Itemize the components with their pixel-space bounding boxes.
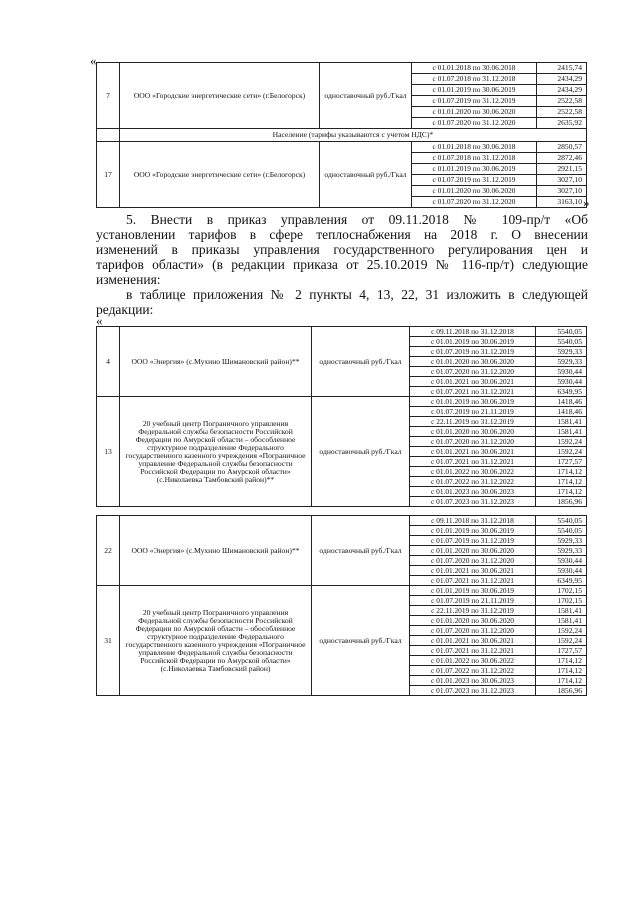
population-label: Население (тарифы указываются с учетом НДС)* bbox=[120, 129, 587, 142]
period-cell: с 01.07.2020 по 31.12.2020 bbox=[412, 118, 537, 129]
value-cell: 5929,33 bbox=[536, 546, 587, 556]
value-cell: 1727,57 bbox=[536, 457, 587, 467]
period-cell: с 01.07.2021 по 31.12.2021 bbox=[410, 576, 536, 586]
row-number: 17 bbox=[97, 142, 120, 208]
value-cell: 5930,44 bbox=[536, 556, 587, 566]
period-cell: с 01.07.2020 по 31.12.2020 bbox=[410, 367, 536, 377]
value-cell: 1714,12 bbox=[536, 666, 587, 676]
value-cell: 5929,33 bbox=[536, 536, 587, 546]
period-cell: с 01.01.2021 по 30.06.2021 bbox=[410, 447, 536, 457]
period-cell: с 01.07.2018 по 31.12.2018 bbox=[412, 153, 537, 164]
period-cell: с 09.11.2018 по 31.12.2018 bbox=[410, 516, 536, 526]
tariff-unit: одноставочный руб./Гкал bbox=[312, 327, 410, 397]
value-cell: 1592,24 bbox=[536, 626, 587, 636]
period-cell: с 01.01.2019 по 30.06.2019 bbox=[410, 586, 536, 596]
period-cell: с 01.07.2019 по 31.12.2019 bbox=[412, 175, 537, 186]
period-cell: с 01.07.2019 по 21.11.2019 bbox=[410, 596, 536, 606]
period-cell: с 01.01.2020 по 30.06.2020 bbox=[410, 546, 536, 556]
tariff-unit: одноставочный руб./Гкал bbox=[320, 63, 412, 129]
tariff-unit: одноставочный руб./Гкал bbox=[312, 397, 410, 507]
organization-name: 20 учебный центр Пограничного управления Федеральной службы безопасности Российской Федерации по Амурской области – обособленное структурное подразделение Федерального государственного казенного учреждения «Пограничное управление Федеральной службы безопасности Российской Федерации по Амурской области» (с.Николаевка Тамбовский район)** bbox=[120, 397, 312, 507]
value-cell: 1418,46 bbox=[536, 397, 587, 407]
value-cell: 6349,95 bbox=[536, 387, 587, 397]
value-cell: 1714,12 bbox=[536, 487, 587, 497]
period-cell: с 01.07.2019 по 31.12.2019 bbox=[412, 96, 537, 107]
value-cell: 5930,44 bbox=[536, 566, 587, 576]
value-cell: 1592,24 bbox=[536, 636, 587, 646]
value-cell: 5540,05 bbox=[536, 337, 587, 347]
value-cell: 2921,15 bbox=[537, 164, 587, 175]
value-cell: 5930,44 bbox=[536, 367, 587, 377]
value-cell: 1856,96 bbox=[536, 497, 587, 507]
value-cell: 1581,41 bbox=[536, 616, 587, 626]
value-cell: 2415,74 bbox=[537, 63, 587, 74]
value-cell: 1714,12 bbox=[536, 477, 587, 487]
open-quote-2: « bbox=[96, 313, 103, 328]
period-cell: с 01.01.2023 по 30.06.2023 bbox=[410, 676, 536, 686]
value-cell: 1714,12 bbox=[536, 467, 587, 477]
period-cell: с 01.07.2021 по 31.12.2021 bbox=[410, 457, 536, 467]
period-cell: с 01.01.2022 по 30.06.2022 bbox=[410, 467, 536, 477]
tariff-unit: одноставочный руб./Гкал bbox=[312, 516, 410, 586]
paragraph-line: изменений в приказы управления государственного регулирования цен и bbox=[96, 242, 588, 257]
period-cell: с 01.01.2021 по 30.06.2021 bbox=[410, 636, 536, 646]
organization-name: ООО «Энергия» (с.Мухино Шимановский район)** bbox=[120, 516, 312, 586]
table-row bbox=[97, 142, 587, 153]
organization-name: ООО «Энергия» (с.Мухино Шимановский район)** bbox=[120, 327, 312, 397]
tariff-table-1 bbox=[96, 62, 587, 208]
period-cell: с 01.01.2019 по 30.06.2019 bbox=[412, 164, 537, 175]
period-cell: с 01.07.2021 по 31.12.2021 bbox=[410, 646, 536, 656]
period-cell: с 01.07.2020 по 31.12.2020 bbox=[410, 556, 536, 566]
period-cell: с 01.07.2021 по 31.12.2021 bbox=[410, 387, 536, 397]
value-cell: 5540,05 bbox=[536, 526, 587, 536]
row-number: 22 bbox=[97, 516, 120, 586]
value-cell: 3163,10 bbox=[537, 197, 587, 208]
period-cell: с 01.07.2019 по 31.12.2019 bbox=[410, 347, 536, 357]
value-cell: 1856,96 bbox=[536, 686, 587, 696]
tariff-table-3 bbox=[96, 515, 587, 696]
value-cell: 1418,46 bbox=[536, 407, 587, 417]
table-row bbox=[97, 516, 587, 526]
period-cell: с 01.07.2022 по 31.12.2022 bbox=[410, 666, 536, 676]
value-cell: 5540,05 bbox=[536, 516, 587, 526]
value-cell: 1714,12 bbox=[536, 656, 587, 666]
table-row bbox=[97, 397, 587, 407]
paragraph-line: редакции: bbox=[96, 302, 154, 317]
period-cell: с 01.01.2019 по 30.06.2019 bbox=[412, 85, 537, 96]
period-cell: с 01.07.2019 по 31.12.2019 bbox=[410, 536, 536, 546]
period-cell: с 01.01.2023 по 30.06.2023 bbox=[410, 487, 536, 497]
open-quote-top: « bbox=[90, 53, 97, 68]
close-quote-top: » bbox=[583, 195, 590, 210]
paragraph-line: в таблице приложения № 2 пункты 4, 13, 22, 31 изложить в следующей bbox=[126, 287, 588, 302]
value-cell: 2522,58 bbox=[537, 96, 587, 107]
period-cell: с 09.11.2018 по 31.12.2018 bbox=[410, 327, 536, 337]
period-cell: с 01.01.2020 по 30.06.2020 bbox=[412, 107, 537, 118]
period-cell: с 01.01.2018 по 30.06.2018 bbox=[412, 63, 537, 74]
value-cell: 1592,24 bbox=[536, 437, 587, 447]
value-cell: 6349,95 bbox=[536, 576, 587, 586]
paragraph-line: изменения: bbox=[96, 272, 161, 287]
value-cell: 1714,12 bbox=[536, 676, 587, 686]
value-cell: 2872,46 bbox=[537, 153, 587, 164]
period-cell: с 01.01.2020 по 30.06.2020 bbox=[410, 616, 536, 626]
value-cell: 1702,15 bbox=[536, 596, 587, 606]
row-number: 31 bbox=[97, 586, 120, 696]
organization-name: 20 учебный центр Пограничного управления Федеральной службы безопасности Российской Федерации по Амурской области – обособленное структурное подразделение Федерального государственного казенного учреждения «Пограничное управление Федеральной службы безопасности Российской Федерации по Амурской области» (с.Николаевка Тамбовский район) bbox=[120, 586, 312, 696]
period-cell: с 22.11.2019 по 31.12.2019 bbox=[410, 417, 536, 427]
value-cell: 5929,33 bbox=[536, 357, 587, 367]
period-cell: с 01.07.2020 по 31.12.2020 bbox=[412, 197, 537, 208]
value-cell: 2635,92 bbox=[537, 118, 587, 129]
paragraph-line: установлении тарифов в сфере теплоснабжения на 2018 г. О внесении bbox=[96, 227, 588, 242]
period-cell: с 01.07.2023 по 31.12.2023 bbox=[410, 497, 536, 507]
period-cell: с 01.01.2020 по 30.06.2020 bbox=[412, 186, 537, 197]
amendment-paragraph bbox=[96, 212, 588, 317]
value-cell: 1702,15 bbox=[536, 586, 587, 596]
period-cell: с 01.01.2019 по 30.06.2019 bbox=[410, 526, 536, 536]
period-cell: с 01.07.2020 по 31.12.2020 bbox=[410, 437, 536, 447]
period-cell: с 01.01.2019 по 30.06.2019 bbox=[410, 397, 536, 407]
period-cell: с 01.07.2018 по 31.12.2018 bbox=[412, 74, 537, 85]
period-cell: с 01.01.2020 по 30.06.2020 bbox=[410, 357, 536, 367]
organization-name: ООО «Городские энергетические сети» (г.Белогорск) bbox=[120, 142, 320, 208]
value-cell: 1581,41 bbox=[536, 606, 587, 616]
value-cell: 3027,10 bbox=[537, 186, 587, 197]
value-cell: 1581,41 bbox=[536, 417, 587, 427]
paragraph-line: 5. Внести в приказ управления от 09.11.2018 № 109-пр/т «Об bbox=[126, 212, 588, 227]
value-cell: 1581,41 bbox=[536, 427, 587, 437]
period-cell: с 01.01.2022 по 30.06.2022 bbox=[410, 656, 536, 666]
table-row bbox=[97, 586, 587, 596]
value-cell: 5540,05 bbox=[536, 327, 587, 337]
paragraph-line: тарифов области» (в редакции приказа от 25.10.2019 № 116-пр/т) следующие bbox=[96, 257, 588, 272]
period-cell: с 01.07.2022 по 31.12.2022 bbox=[410, 477, 536, 487]
period-cell: с 01.07.2020 по 31.12.2020 bbox=[410, 626, 536, 636]
value-cell: 2434,29 bbox=[537, 74, 587, 85]
value-cell: 1727,57 bbox=[536, 646, 587, 656]
period-cell: с 01.07.2019 по 21.11.2019 bbox=[410, 407, 536, 417]
table-row bbox=[97, 327, 587, 337]
organization-name: ООО «Городские энергетические сети» (г.Белогорск) bbox=[120, 63, 320, 129]
period-cell: с 01.01.2021 по 30.06.2021 bbox=[410, 377, 536, 387]
period-cell: с 01.01.2021 по 30.06.2021 bbox=[410, 566, 536, 576]
period-cell: с 22.11.2019 по 31.12.2019 bbox=[410, 606, 536, 616]
tariff-unit: одноставочный руб./Гкал bbox=[320, 142, 412, 208]
value-cell: 5930,44 bbox=[536, 377, 587, 387]
value-cell: 1592,24 bbox=[536, 447, 587, 457]
population-row bbox=[97, 129, 587, 142]
period-cell: с 01.07.2023 по 31.12.2023 bbox=[410, 686, 536, 696]
table-row bbox=[97, 63, 587, 74]
value-cell: 3027,10 bbox=[537, 175, 587, 186]
period-cell: с 01.01.2019 по 30.06.2019 bbox=[410, 337, 536, 347]
value-cell: 2522,58 bbox=[537, 107, 587, 118]
row-number: 4 bbox=[97, 327, 120, 397]
value-cell: 2434,29 bbox=[537, 85, 587, 96]
period-cell: с 01.01.2018 по 30.06.2018 bbox=[412, 142, 537, 153]
tariff-table-2 bbox=[96, 326, 587, 507]
row-number: 7 bbox=[97, 63, 120, 129]
value-cell: 2850,57 bbox=[537, 142, 587, 153]
row-number: 13 bbox=[97, 397, 120, 507]
value-cell: 5929,33 bbox=[536, 347, 587, 357]
period-cell: с 01.01.2020 по 30.06.2020 bbox=[410, 427, 536, 437]
tariff-unit: одноставочный руб./Гкал bbox=[312, 586, 410, 696]
